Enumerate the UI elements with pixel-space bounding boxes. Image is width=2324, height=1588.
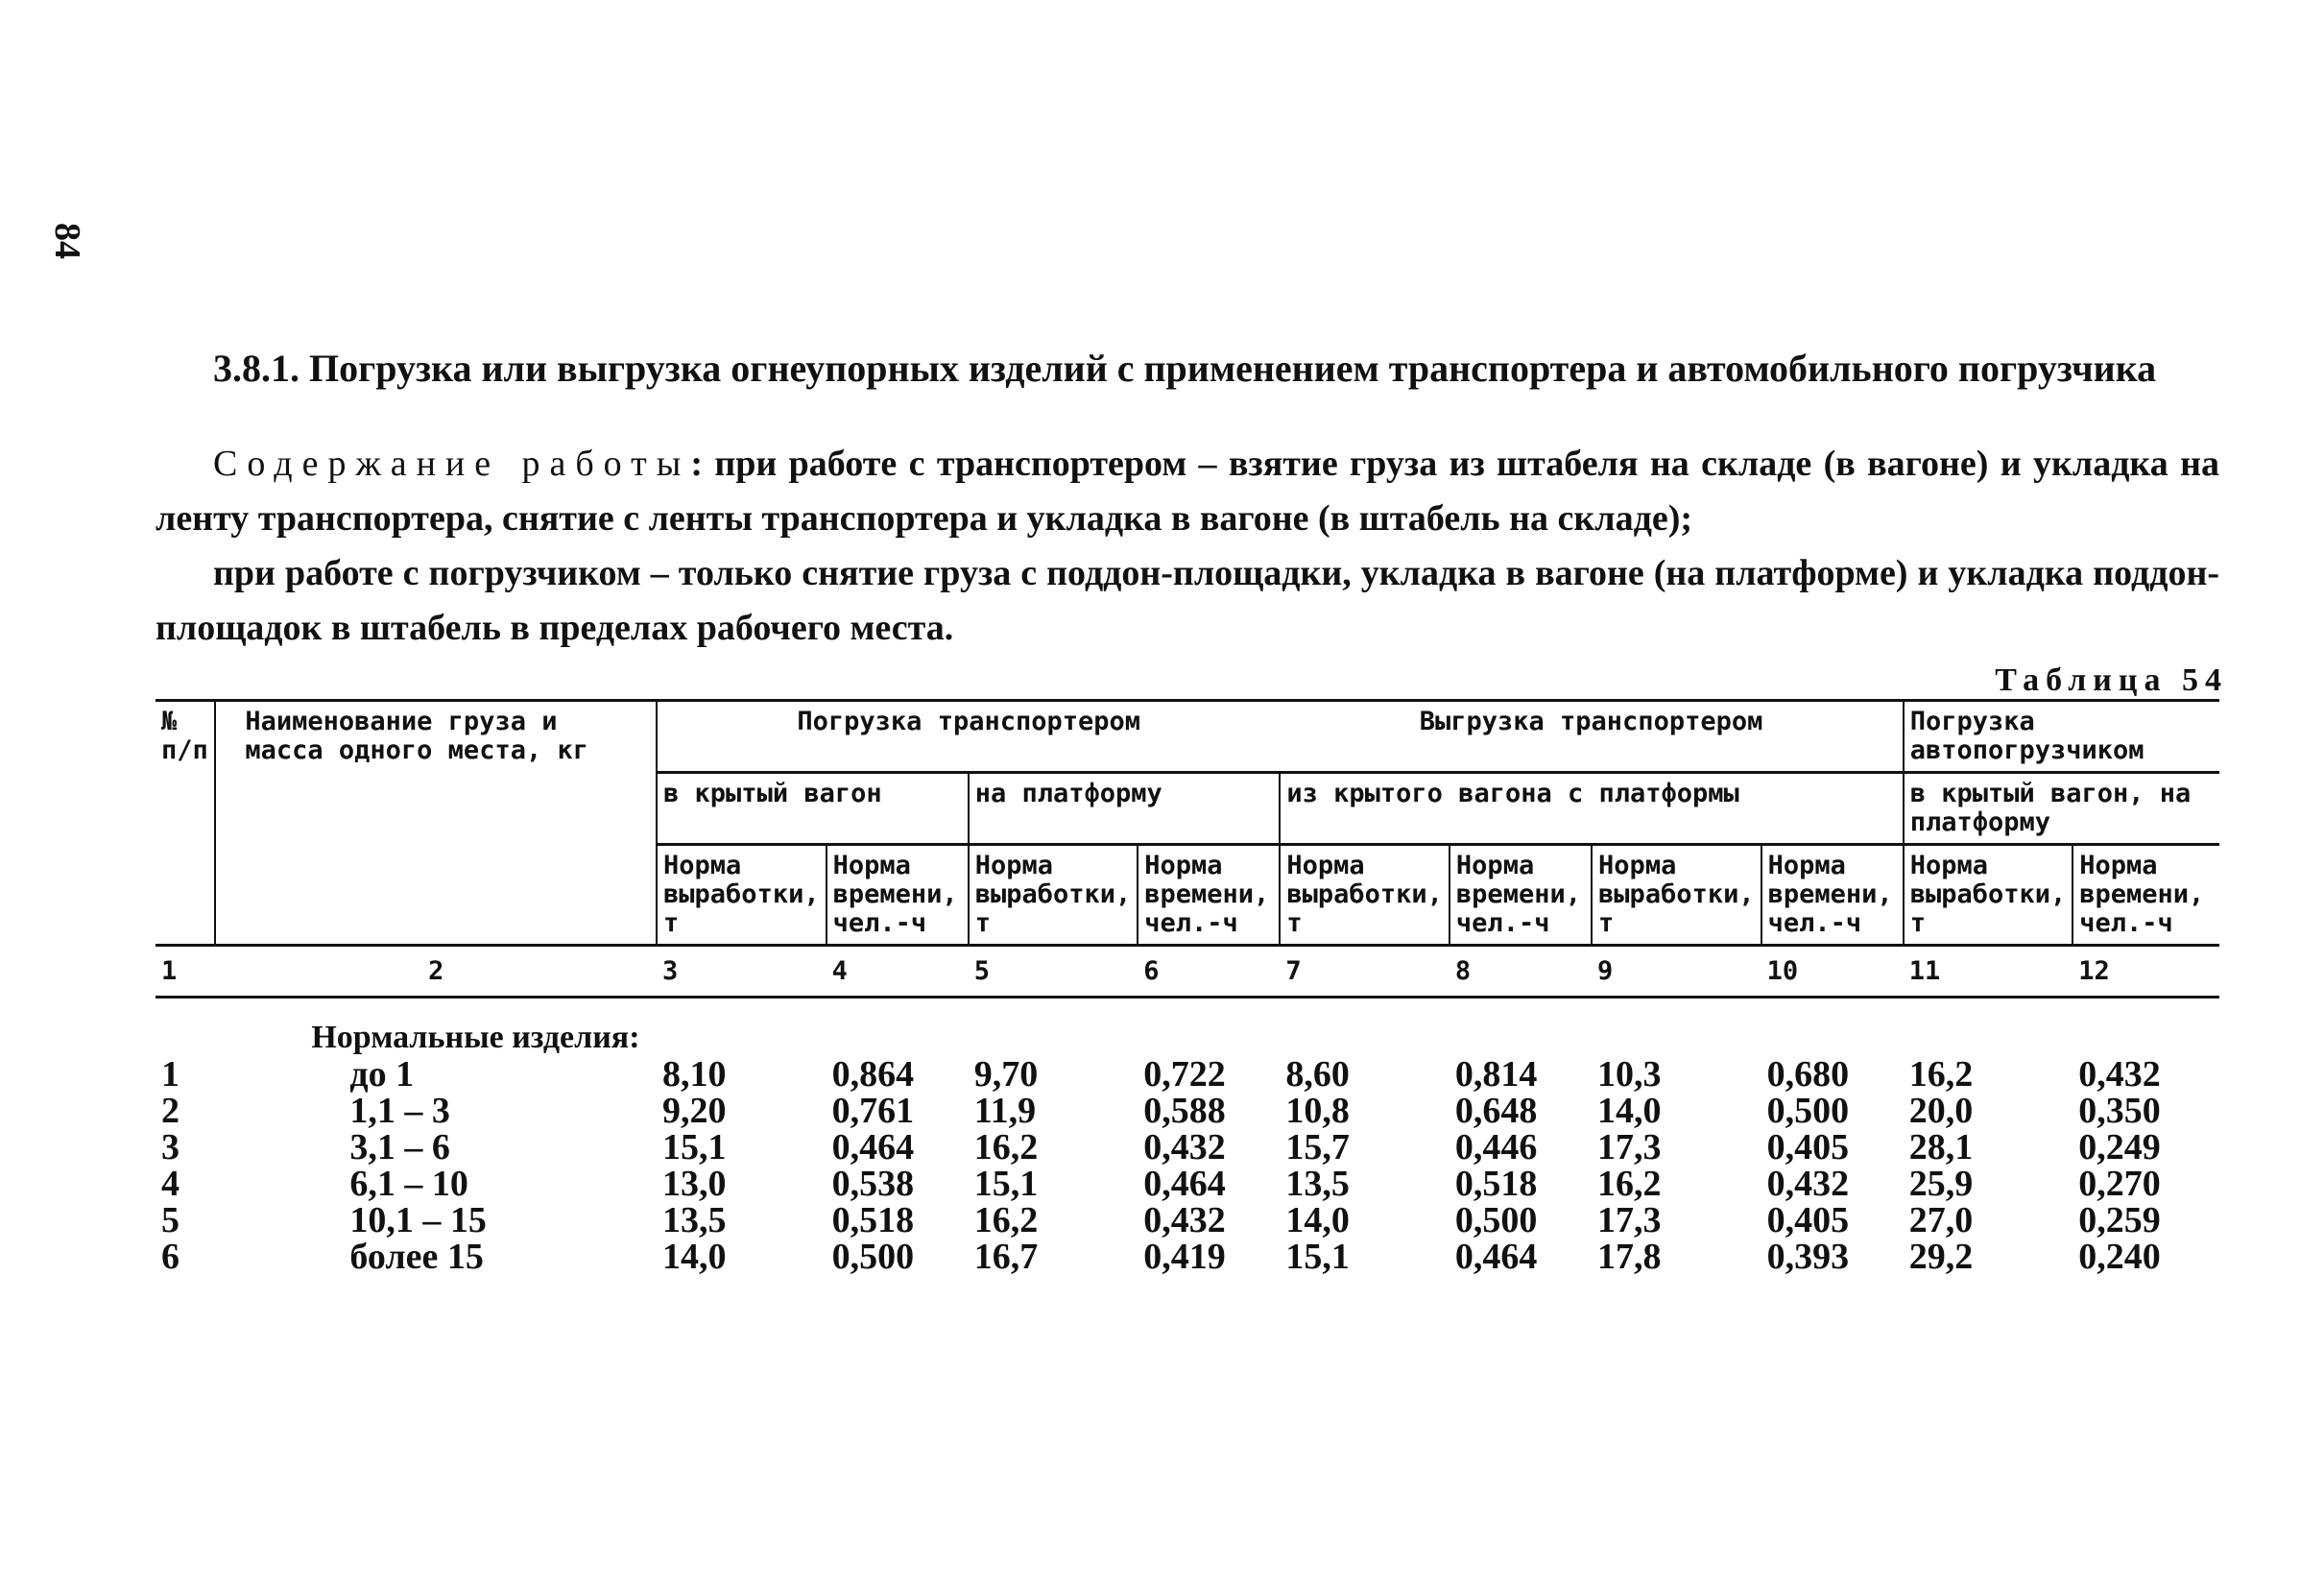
norm-output-cell: 16,2 [1597, 1164, 1662, 1204]
norm-time-cell: 0,393 [1766, 1237, 1850, 1277]
norm-time-cell: 0,432 [1143, 1200, 1226, 1240]
norm-time-cell: 0,814 [1454, 1054, 1538, 1095]
work-content [156, 437, 2219, 656]
norm-output-cell: 9,70 [973, 1054, 1039, 1095]
norm-time-cell: 0,518 [1454, 1164, 1538, 1204]
norm-time-cell: 0,500 [831, 1237, 915, 1277]
table-row [156, 1166, 2219, 1202]
norm-time-cell: 0,405 [1766, 1127, 1850, 1167]
norm-time-cell: 0,446 [1454, 1127, 1538, 1167]
norm-output-cell: 13,5 [1285, 1164, 1350, 1204]
norm-output-cell: 11,9 [973, 1091, 1037, 1131]
group-unload-conveyor: Выгрузка транспортером [1280, 701, 1903, 773]
column-numbers-row [156, 946, 2219, 998]
norm-time-cell: 0,864 [831, 1054, 915, 1095]
norm-time-cell: 0,419 [1143, 1237, 1226, 1277]
norm-output-cell: 8,60 [1285, 1054, 1350, 1095]
column-number: 5 [969, 946, 1138, 998]
page-number: 84 [47, 223, 87, 259]
col-name-header: Наименование груза и масса одного места, кг [215, 701, 657, 946]
norm-time-header: Норма времени, чел.-ч [1761, 845, 1904, 946]
norm-output-cell: 14,0 [1285, 1200, 1350, 1240]
norm-output-cell: 28,1 [1908, 1127, 1974, 1167]
norm-time-cell: 0,500 [1454, 1200, 1538, 1240]
norm-time-header: Норма времени, чел.-ч [827, 845, 969, 946]
norm-time-cell: 0,464 [1454, 1237, 1538, 1277]
norm-time-cell: 0,761 [831, 1091, 915, 1131]
norm-time-cell: 0,259 [2078, 1200, 2161, 1240]
content-paragraph-1 [156, 437, 2219, 546]
row-name: 3,1 – 6 [349, 1127, 450, 1167]
row-number: 3 [161, 1127, 180, 1167]
norm-output-cell: 17,3 [1597, 1127, 1662, 1167]
norm-output-cell: 14,0 [1597, 1091, 1662, 1131]
row-number: 5 [161, 1200, 180, 1240]
norm-output-cell: 13,5 [662, 1200, 727, 1240]
table-row [156, 1056, 2219, 1093]
norm-output-cell: 8,10 [662, 1054, 727, 1095]
norm-output-cell: 16,7 [973, 1237, 1039, 1277]
norm-output-cell: 15,1 [973, 1164, 1039, 1204]
norm-output-cell: 15,1 [662, 1127, 727, 1167]
norm-time-cell: 0,588 [1143, 1091, 1226, 1131]
norm-output-header: Норма выработки, т [657, 845, 827, 946]
norm-time-cell: 0,432 [2078, 1054, 2161, 1095]
row-number: 2 [161, 1091, 180, 1131]
column-number: 11 [1904, 946, 2073, 998]
row-number: 6 [161, 1237, 180, 1277]
table-row [156, 1202, 2219, 1239]
norm-time-cell: 0,500 [1766, 1091, 1850, 1131]
norm-time-cell: 0,350 [2078, 1091, 2161, 1131]
norm-time-cell: 0,680 [1766, 1054, 1850, 1095]
col-no-header: № п/п [156, 701, 215, 946]
norm-output-cell: 25,9 [1908, 1164, 1974, 1204]
norm-output-cell: 27,0 [1908, 1200, 1974, 1240]
norm-output-header: Норма выработки, т [969, 845, 1138, 946]
norm-time-cell: 0,432 [1143, 1127, 1226, 1167]
content-text-1: : при работе с транспортером – взятие груза из штабеля на складе (в вагоне) и укладка на ленту транспортера, снятие с ленты транспортера и укладка в вагоне (в штабель на складе); [156, 444, 2220, 539]
row-name: до 1 [349, 1054, 415, 1095]
group-row [156, 998, 2219, 1057]
norm-output-cell: 17,8 [1597, 1237, 1662, 1277]
group-load-conveyor: Погрузка транспортером [657, 701, 1280, 773]
norms-table [156, 699, 2219, 1275]
content-paragraph-2: при работе с погрузчиком – только снятие груза с поддон-площадки, укладка в вагоне (на платформе) и укладка поддон-площадок в штабель в пределах рабочего места. [156, 553, 2219, 648]
row-name: более 15 [349, 1237, 484, 1277]
column-number: 9 [1592, 946, 1761, 998]
group-name: Нормальные изделия: [311, 1020, 640, 1055]
norm-output-cell: 13,0 [662, 1164, 727, 1204]
column-number: 7 [1280, 946, 1450, 998]
row-number: 1 [161, 1054, 180, 1095]
norm-time-cell: 0,405 [1766, 1200, 1850, 1240]
column-number: 4 [827, 946, 969, 998]
column-number: 3 [657, 946, 827, 998]
row-name: 1,1 – 3 [349, 1091, 450, 1131]
norm-time-cell: 0,464 [831, 1127, 915, 1167]
norm-output-header: Норма выработки, т [1592, 845, 1761, 946]
norm-output-cell: 16,2 [973, 1200, 1039, 1240]
sub-covered-wagon: в крытый вагон [657, 773, 969, 845]
table-row [156, 1129, 2219, 1166]
norm-output-cell: 20,0 [1908, 1091, 1974, 1131]
norm-output-cell: 16,2 [1908, 1054, 1974, 1095]
sub-autoloader: в крытый вагон, на платформу [1904, 773, 2219, 845]
column-number: 12 [2072, 946, 2219, 998]
norm-output-cell: 17,3 [1597, 1200, 1662, 1240]
norm-time-cell: 0,518 [831, 1200, 915, 1240]
table-label: Таблица 54 [1995, 662, 2228, 698]
norm-time-cell: 0,240 [2078, 1237, 2161, 1277]
norm-time-cell: 0,432 [1766, 1164, 1850, 1204]
column-number: 8 [1450, 946, 1592, 998]
table-body [156, 998, 2219, 1276]
norm-output-cell: 16,2 [973, 1127, 1039, 1167]
norm-time-header: Норма времени, чел.-ч [2072, 845, 2219, 946]
norm-time-cell: 0,538 [831, 1164, 915, 1204]
column-number: 6 [1138, 946, 1280, 998]
norm-output-cell: 15,7 [1285, 1127, 1350, 1167]
group-autoloader: Погрузка автопогрузчиком [1904, 701, 2219, 773]
row-name: 10,1 – 15 [349, 1200, 487, 1240]
row-name: 6,1 – 10 [349, 1164, 468, 1204]
table-row [156, 1239, 2219, 1275]
empty-cell [156, 998, 215, 1057]
norm-time-cell: 0,249 [2078, 1127, 2161, 1167]
sub-from-covered-wagon-platform: из крытого вагона с платформы [1280, 773, 1903, 845]
norm-output-cell: 29,2 [1908, 1237, 1974, 1277]
norm-output-cell: 15,1 [1285, 1237, 1350, 1277]
norm-output-cell: 10,3 [1597, 1054, 1662, 1095]
norm-time-cell: 0,270 [2078, 1164, 2161, 1204]
norm-time-header: Норма времени, чел.-ч [1450, 845, 1592, 946]
sub-platform: на платформу [969, 773, 1281, 845]
column-number: 1 [156, 946, 215, 998]
norm-output-header: Норма выработки, т [1904, 845, 2073, 946]
norm-output-cell: 10,8 [1285, 1091, 1350, 1131]
norm-time-cell: 0,722 [1143, 1054, 1226, 1095]
norm-output-cell: 14,0 [662, 1237, 727, 1277]
column-number: 10 [1761, 946, 1904, 998]
norm-time-header: Норма времени, чел.-ч [1138, 845, 1280, 946]
norm-time-cell: 0,648 [1454, 1091, 1538, 1131]
row-number: 4 [161, 1164, 180, 1204]
norm-time-cell: 0,464 [1143, 1164, 1226, 1204]
section-title: 3.8.1. Погрузка или выгрузка огнеупорных изделий с применением транспортера и автомобильного погрузчика [213, 347, 2157, 390]
norm-output-header: Норма выработки, т [1280, 845, 1450, 946]
table-row [156, 1093, 2219, 1129]
header-row-1 [156, 701, 2219, 773]
norm-output-cell: 9,20 [662, 1091, 727, 1131]
column-number: 2 [215, 946, 657, 998]
content-label: Содержание работы [213, 444, 691, 484]
